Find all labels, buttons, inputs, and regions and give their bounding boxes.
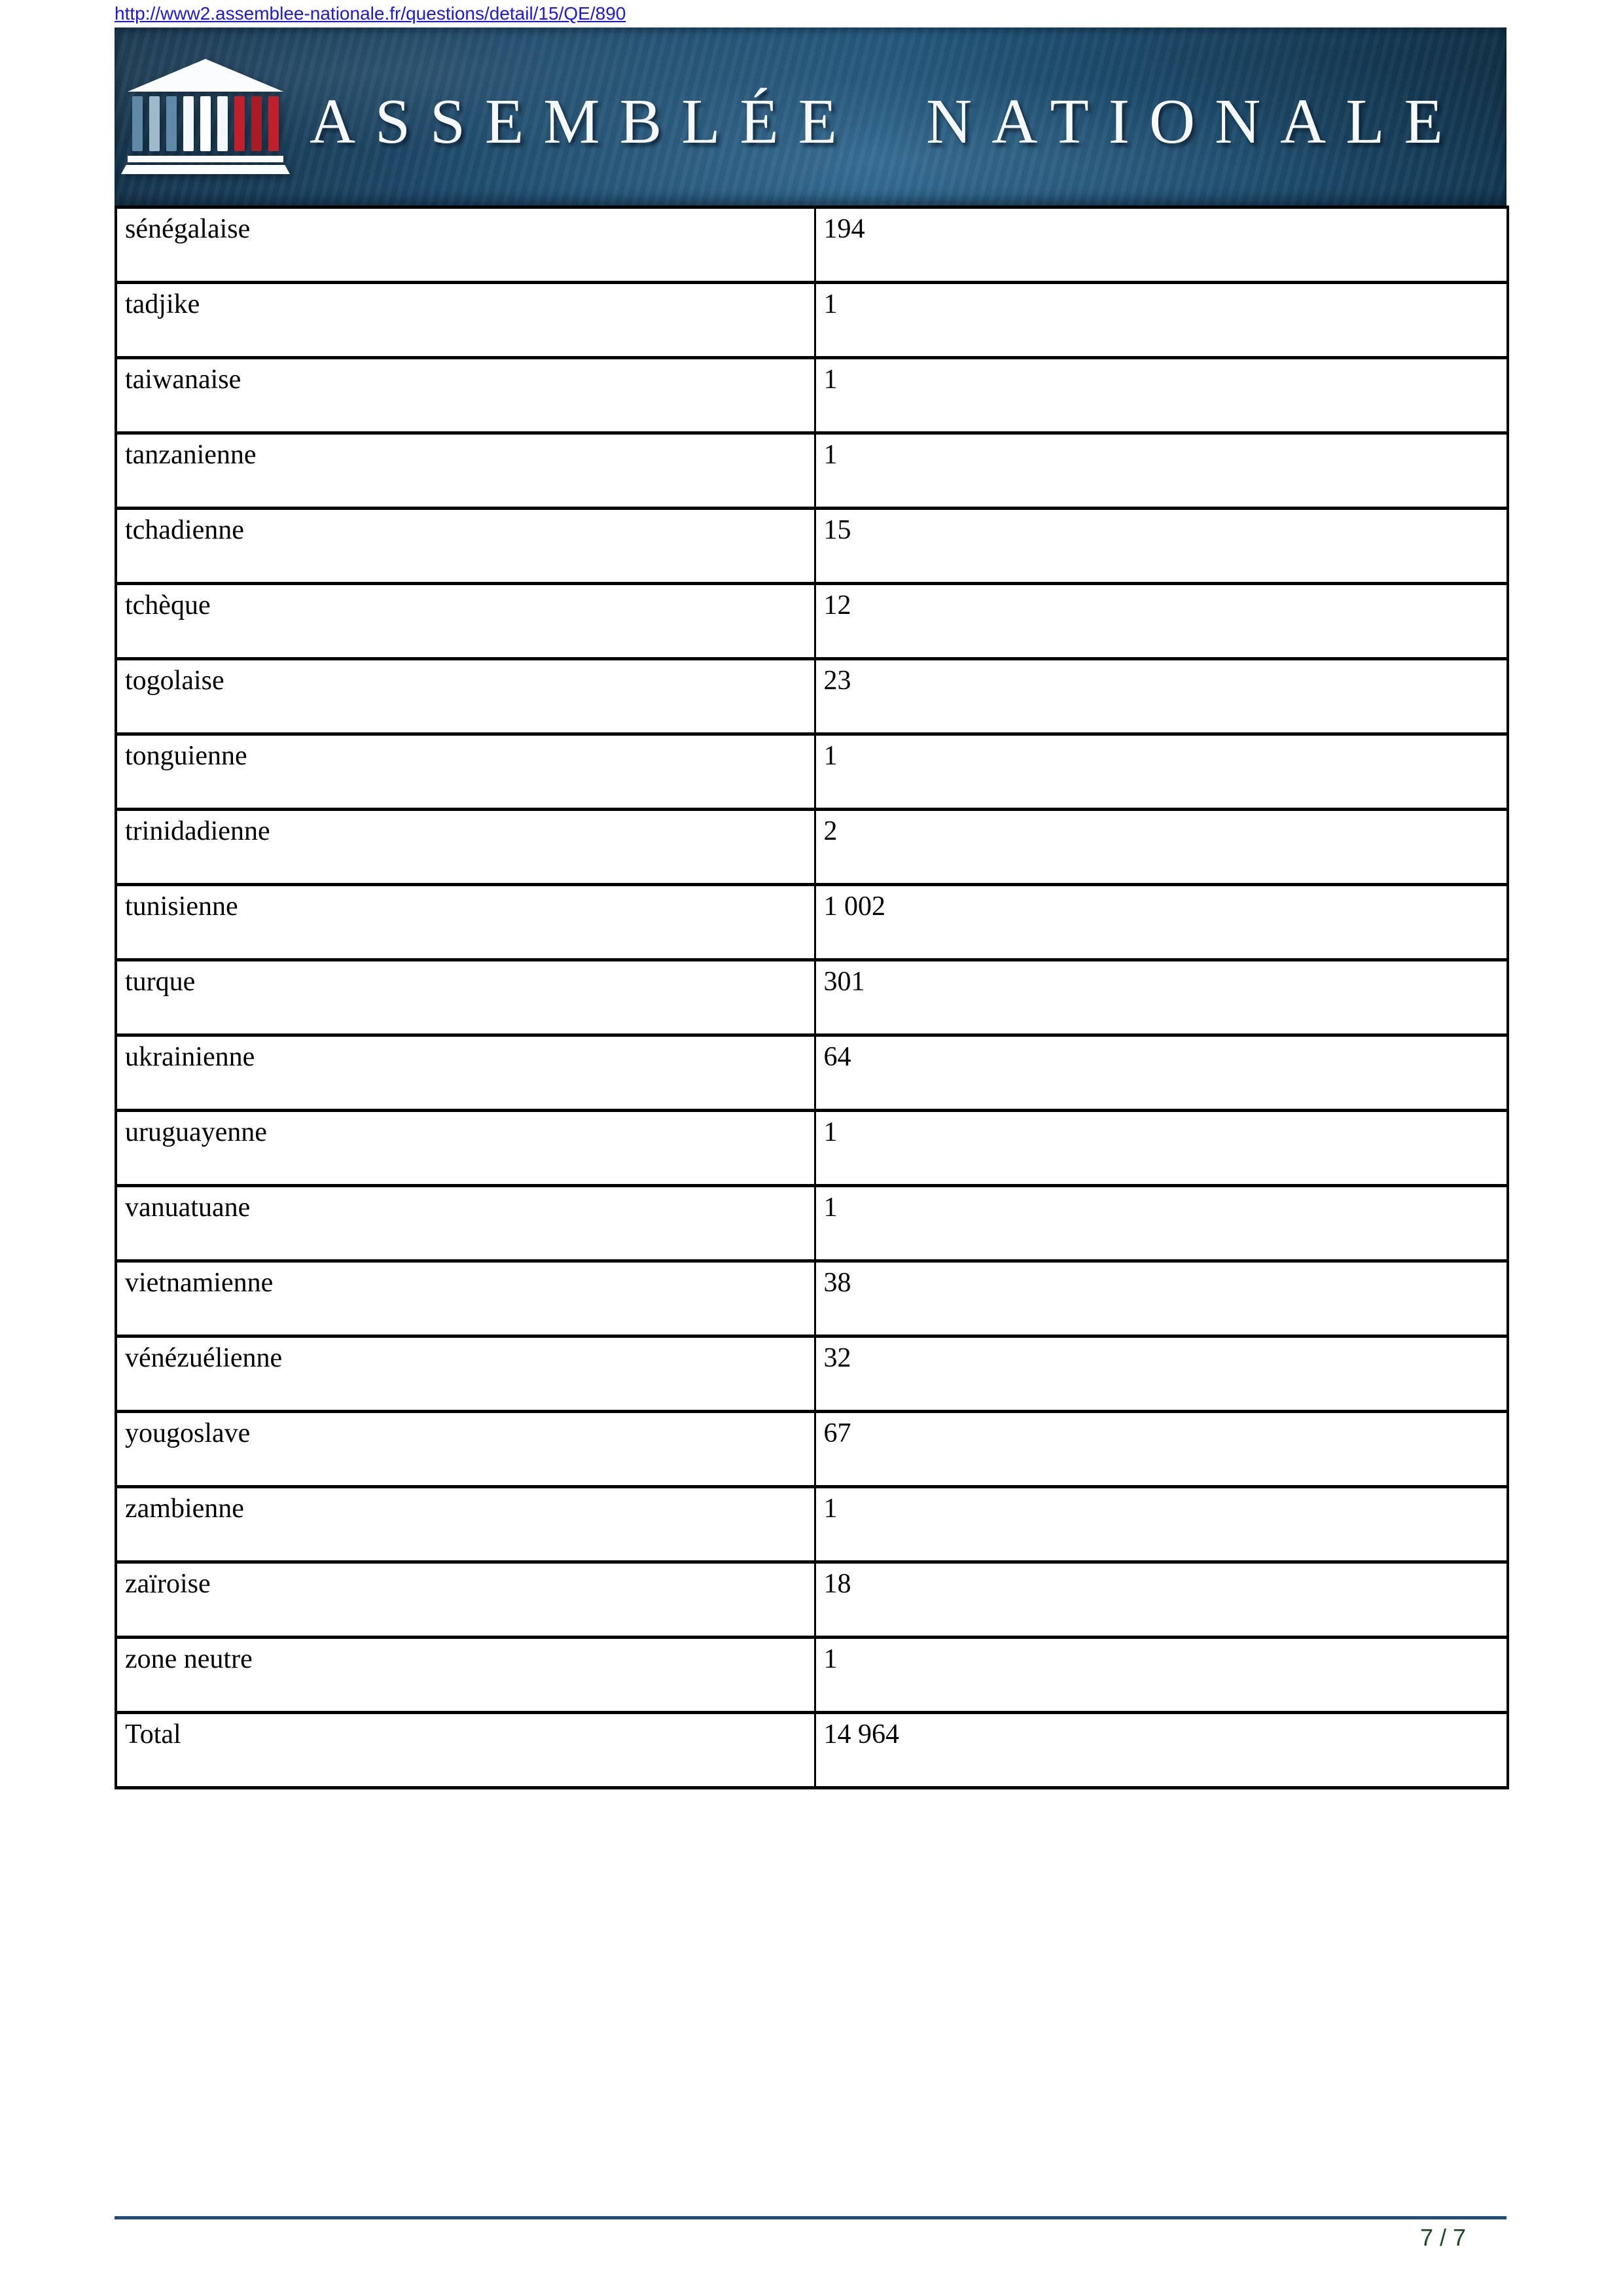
nationality-count-table [115, 206, 1509, 1789]
nationality-cell: ukrainienne [116, 1035, 815, 1111]
count-cell: 1 [815, 433, 1508, 509]
table-row [116, 810, 1508, 885]
nationality-cell: zambienne [116, 1487, 815, 1562]
table-row [116, 433, 1508, 509]
temple-column-icon [166, 96, 177, 151]
table-row [116, 1035, 1508, 1111]
table-row [116, 1713, 1508, 1788]
temple-column-icon [149, 96, 160, 151]
count-cell: 194 [815, 207, 1508, 283]
temple-column-icon [183, 96, 194, 151]
temple-base-icon [128, 156, 283, 162]
table-row [116, 734, 1508, 810]
count-cell: 38 [815, 1261, 1508, 1336]
nationality-cell: tunisienne [116, 885, 815, 960]
temple-column-icon [200, 96, 211, 151]
table-row [116, 1638, 1508, 1713]
count-cell: 12 [815, 584, 1508, 659]
nationality-cell: uruguayenne [116, 1111, 815, 1186]
nationality-cell: sénégalaise [116, 207, 815, 283]
assemblee-temple-logo-icon [121, 59, 290, 174]
table-row [116, 584, 1508, 659]
count-cell: 64 [815, 1035, 1508, 1111]
nationality-cell: tonguienne [116, 734, 815, 810]
temple-column-icon [251, 96, 262, 151]
nationality-table-body [116, 207, 1508, 1788]
table-row [116, 1336, 1508, 1412]
nationality-cell: vénézuélienne [116, 1336, 815, 1412]
nationality-cell: zone neutre [116, 1638, 815, 1713]
count-cell: 1 [815, 1487, 1508, 1562]
count-cell: 1 [815, 358, 1508, 433]
nationality-cell: tchèque [116, 584, 815, 659]
table-row [116, 1562, 1508, 1638]
count-cell: 15 [815, 509, 1508, 584]
count-cell: 18 [815, 1562, 1508, 1638]
count-cell: 301 [815, 960, 1508, 1035]
table-row [116, 1487, 1508, 1562]
table-row [116, 509, 1508, 584]
nationality-cell: vietnamienne [116, 1261, 815, 1336]
table-row [116, 207, 1508, 283]
count-cell: 1 002 [815, 885, 1508, 960]
nationality-cell: zaïroise [116, 1562, 815, 1638]
temple-columns-icon [132, 96, 279, 151]
count-cell: 2 [815, 810, 1508, 885]
temple-column-icon [132, 96, 143, 151]
nationality-cell: turque [116, 960, 815, 1035]
table-row [116, 659, 1508, 734]
page-number-indicator: 7 / 7 [1419, 2224, 1466, 2251]
table-row [116, 1261, 1508, 1336]
nationality-cell: tanzanienne [116, 433, 815, 509]
count-cell: 1 [815, 1186, 1508, 1261]
nationality-cell: togolaise [116, 659, 815, 734]
table-row [116, 358, 1508, 433]
nationality-cell: tchadienne [116, 509, 815, 584]
nationality-cell: tadjike [116, 283, 815, 358]
temple-column-icon [234, 96, 245, 151]
table-row [116, 1412, 1508, 1487]
count-cell: 1 [815, 734, 1508, 810]
nationality-cell: yougoslave [116, 1412, 815, 1487]
footer-divider-line [115, 2216, 1507, 2219]
table-row [116, 885, 1508, 960]
count-cell: 32 [815, 1336, 1508, 1412]
count-cell: 67 [815, 1412, 1508, 1487]
table-row [116, 1111, 1508, 1186]
count-cell: 1 [815, 283, 1508, 358]
table-row [116, 960, 1508, 1035]
count-cell: 14 964 [815, 1713, 1508, 1788]
temple-column-icon [217, 96, 228, 151]
count-cell: 1 [815, 1111, 1508, 1186]
nationality-cell: trinidadienne [116, 810, 815, 885]
temple-column-icon [268, 96, 279, 151]
count-cell: 1 [815, 1638, 1508, 1713]
page-url-link[interactable]: http://www2.assemblee-nationale.fr/questions/detail/15/QE/890 [115, 3, 626, 24]
nationality-cell: Total [116, 1713, 815, 1788]
assemblee-nationale-banner [115, 27, 1507, 206]
banner-title: ASSEMBLÉE NATIONALE [310, 86, 1463, 156]
table-row [116, 283, 1508, 358]
temple-pediment-icon [128, 59, 283, 92]
nationality-cell: taiwanaise [116, 358, 815, 433]
table-row [116, 1186, 1508, 1261]
temple-base-step-icon [121, 165, 290, 174]
count-cell: 23 [815, 659, 1508, 734]
nationality-cell: vanuatuane [116, 1186, 815, 1261]
